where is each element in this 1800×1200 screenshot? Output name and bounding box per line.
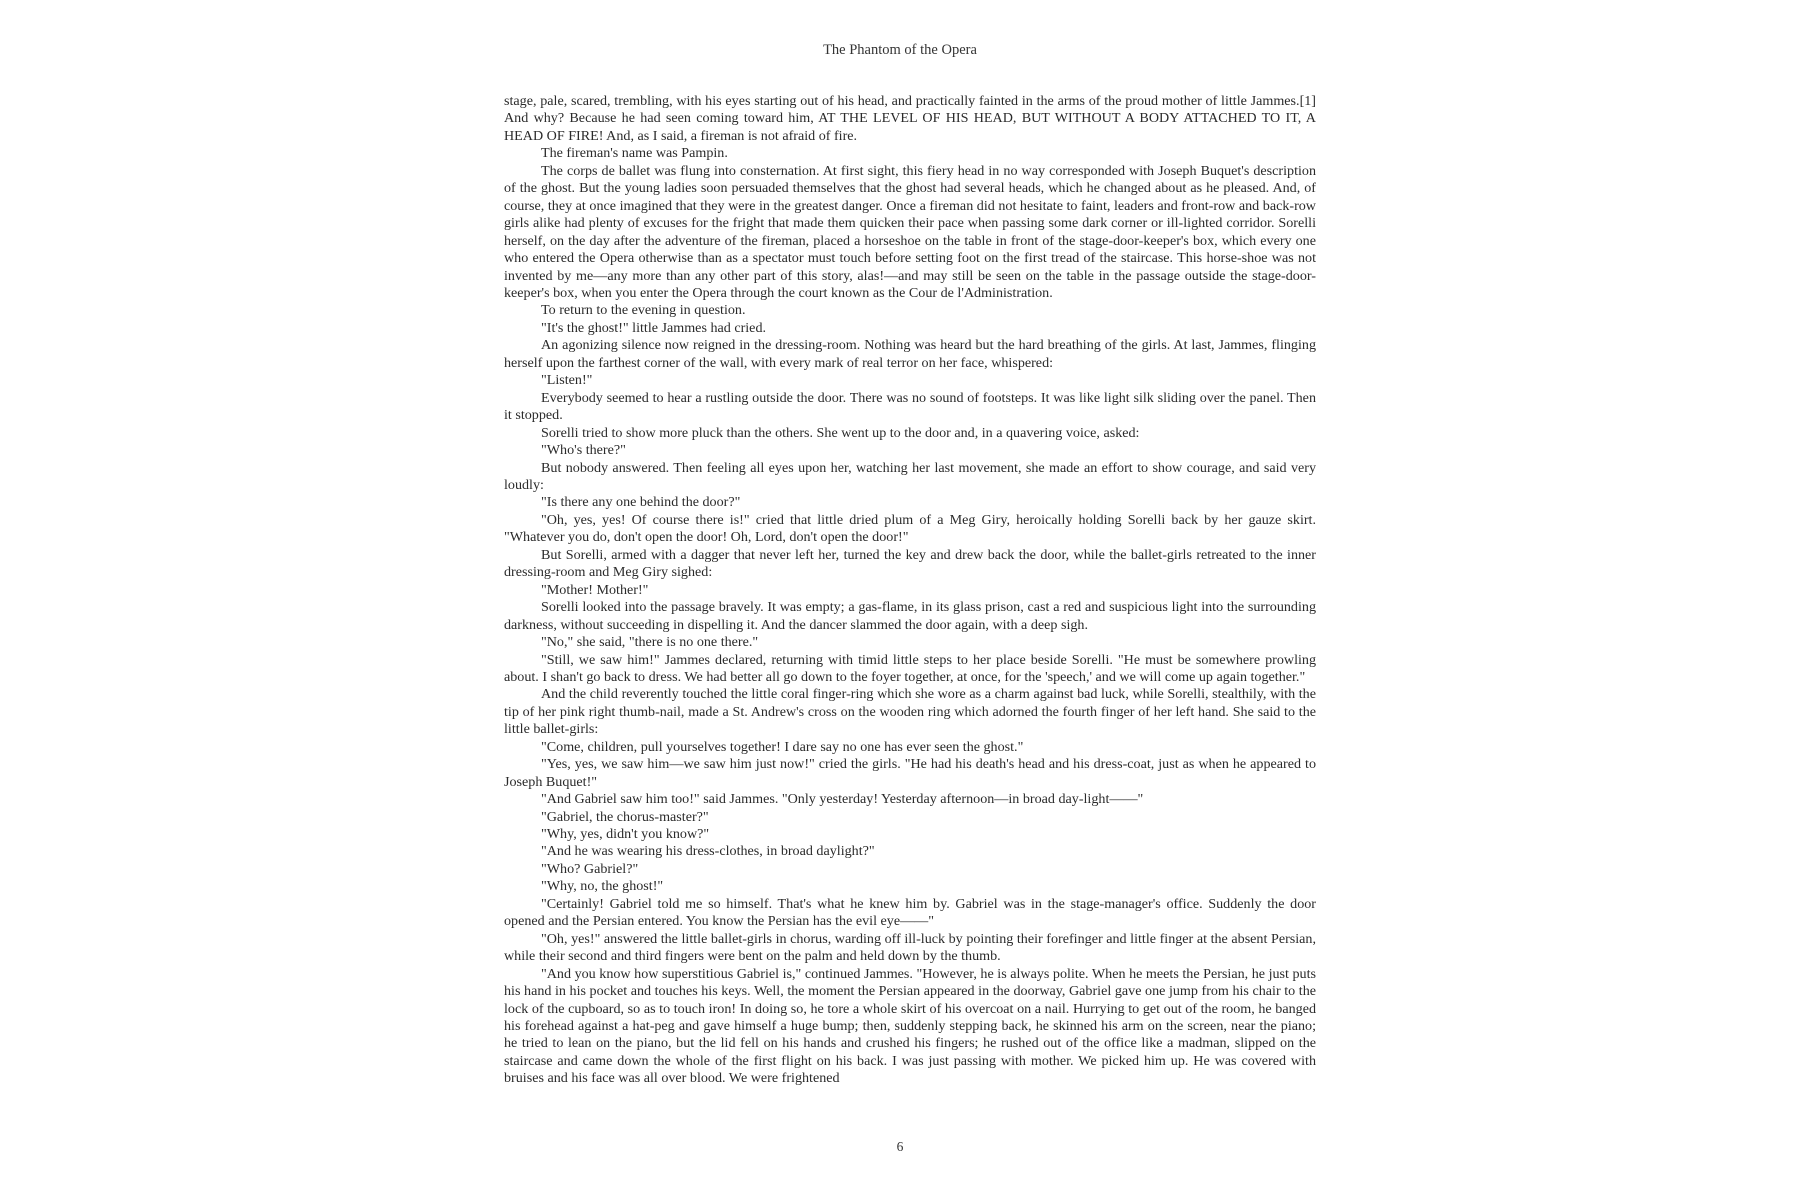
paragraph: "And he was wearing his dress-clothes, in broad daylight?": [541, 843, 875, 860]
paragraph: "Oh, yes, yes! Of course there is!" cried that little dried plum of a Meg Giry, heroically holding Sorelli back by her gauze skirt. "Whatever you do, don't open the door! Oh, Lord, don't open the door!": [504, 511, 1316, 546]
paragraph: "Come, children, pull yourselves together! I dare say no one has ever seen the ghost.": [541, 738, 1024, 755]
paragraph: An agonizing silence now reigned in the dressing-room. Nothing was heard but the hard breathing of the girls. At last, Jammes, flinging herself upon the farthest corner of the wall, with every mark of real terror on her face, whispered:: [504, 337, 1316, 371]
paragraph: "Why, yes, didn't you know?": [541, 826, 710, 843]
paragraph: And the child reverently touched the little coral finger-ring which she wore as a charm against bad luck, while Sorelli, stealthily, with the tip of her pink right thumb-nail, made a St. Andrew's cross on the wooden ring which adorned the fourth finger of her left hand. She said to the little ballet-girls:: [504, 686, 1316, 738]
paragraph: "Certainly! Gabriel told me so himself. That's what he knew him by. Gabriel was in the stage-manager's office. Suddenly the door opened and the Persian entered. You know the Persian has the evil eye——": [504, 895, 1316, 930]
paragraph: But Sorelli, armed with a dagger that never left her, turned the key and drew back the door, while the ballet-girls retreated to the inner dressing-room and Meg Giry sighed:: [504, 546, 1316, 581]
paragraph: "No," she said, "there is no one there.": [541, 634, 759, 651]
paragraph: But nobody answered. Then feeling all eyes upon her, watching her last movement, she made an effort to show courage, and said very loudly:: [504, 459, 1316, 493]
page-body: [504, 93, 1316, 1088]
paragraph: The fireman's name was Pampin.: [541, 145, 728, 162]
paragraph: "Is there any one behind the door?": [541, 494, 741, 511]
paragraph: Sorelli looked into the passage bravely. It was empty; a gas-flame, in its glass prison, cast a red and suspicious light into the surrounding darkness, without succeeding in dispelling it. And the dancer slammed the door again, with a deep sigh.: [504, 599, 1316, 633]
running-header: The Phantom of the Opera: [823, 42, 977, 58]
paragraph: "Yes, yes, we saw him—we saw him just now!" cried the girls. "He had his death's head and his dress-coat, just as when he appeared to Joseph Buquet!": [504, 756, 1316, 790]
paragraph: "And Gabriel saw him too!" said Jammes. "Only yesterday! Yesterday afternoon—in broad day-light——": [541, 791, 1144, 808]
paragraph: "Why, no, the ghost!": [541, 878, 664, 895]
paragraph: "Still, we saw him!" Jammes declared, returning with timid little steps to her place beside Sorelli. "He must be somewhere prowling about. I shan't go back to dress. We had better all go down to the foyer together, at once, for the 'speech,' and we will come up again together.": [504, 651, 1316, 685]
paragraph: Everybody seemed to hear a rustling outside the door. There was no sound of footsteps. It was like light silk sliding over the panel. Then it stopped.: [504, 389, 1316, 424]
paragraph: "Listen!": [541, 372, 593, 389]
paragraph: stage, pale, scared, trembling, with his eyes starting out of his head, and practically fainted in the arms of the proud mother of little Jammes.[1] And why? Because he had seen coming toward him, AT THE LEVEL OF HIS HEAD, BUT WITHOUT A BODY ATTACHED TO IT, A HEAD OF FIRE! And, as I said, a fireman is not afraid of fire.: [504, 93, 1316, 144]
paragraph: "Mother! Mother!": [541, 581, 649, 598]
paragraph: To return to the evening in question.: [541, 302, 746, 319]
paragraph: "Gabriel, the chorus-master?": [541, 808, 709, 825]
paragraph: "And you know how superstitious Gabriel is," continued Jammes. "However, he is always polite. When he meets the Persian, he just puts his hand in his pocket and touches his keys. Well, the moment the Persian appeared in the doorway, Gabriel gave one jump from his chair to the lock of the cupboard, so as to touch iron! In doing so, he tore a whole skirt of his overcoat on a nail. Hurrying to get out of the room, he banged his forehead against a hat-peg and gave himself a huge bump; then, suddenly stepping back, he skinned his arm on the screen, near the piano; he tried to lean on the piano, but the lid fell on his hands and crushed his fingers; he rushed out of the office like a madman, slipped on the staircase and came down the whole of the first flight on his back. I was just passing with mother. We picked him up. He was covered with bruises and his face was all over blood. We were frightened: [504, 965, 1316, 1087]
paragraph: "Oh, yes!" answered the little ballet-girls in chorus, warding off ill-luck by pointing their forefinger and little finger at the absent Persian, while their second and third fingers were bent on the palm and held down by the thumb.: [504, 930, 1316, 965]
page-number: 6: [896, 1139, 904, 1154]
paragraph: "Who? Gabriel?": [541, 860, 639, 877]
paragraph: "It's the ghost!" little Jammes had cried.: [541, 319, 767, 336]
paragraph: The corps de ballet was flung into consternation. At first sight, this fiery head in no way corresponded with Joseph Buquet's description of the ghost. But the young ladies soon persuaded themselves that the ghost had several heads, which he changed about as he pleased. And, of course, they at once imagined that they were in the greatest danger. Once a fireman did not hesitate to faint, leaders and front-row and back-row girls alike had plenty of excuses for the fright that made them quicken their pace when passing some dark corner or ill-lighted corridor. Sorelli herself, on the day after the adventure of the fireman, placed a horseshoe on the table in front of the stage-door-keeper's box, which every one who entered the Opera otherwise than as a spectator must touch before setting foot on the first tread of the staircase. This horse-shoe was not invented by me—any more than any other part of this story, alas!—and may still be seen on the table in the passage outside the stage-door-keeper's box, when you enter the Opera through the court known as the Cour de l'Administration.: [504, 162, 1316, 301]
paragraph: "Who's there?": [541, 442, 626, 459]
paragraph: Sorelli tried to show more pluck than the others. She went up to the door and, in a quavering voice, asked:: [541, 424, 1140, 441]
